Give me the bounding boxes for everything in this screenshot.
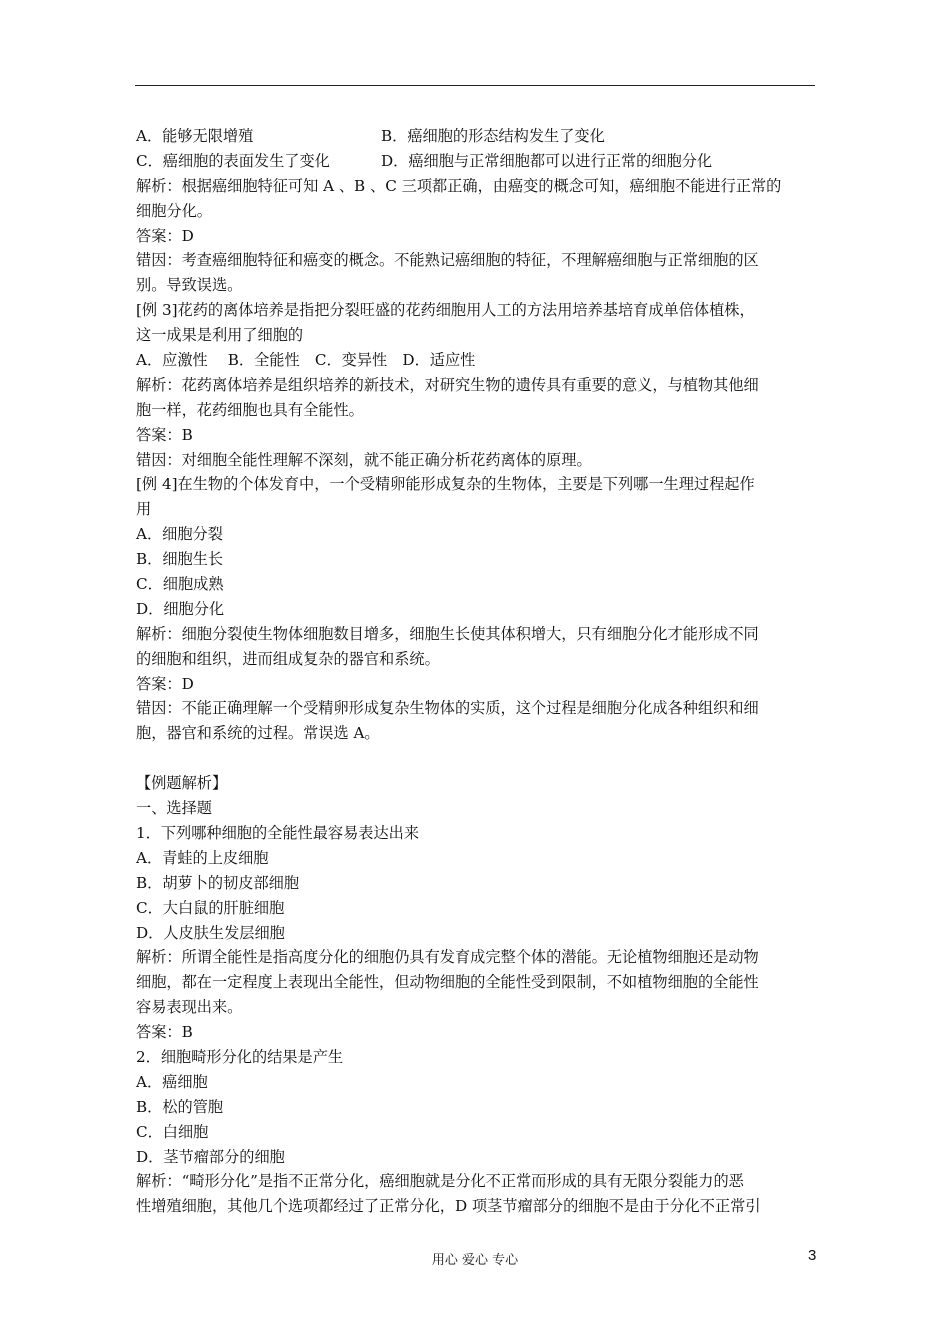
- text-line: A．细胞分裂: [136, 525, 223, 544]
- option-c: C．癌细胞的表面发生了变化: [136, 151, 330, 170]
- text-lines: [136, 174, 816, 1219]
- text-line: 答案：D: [136, 674, 194, 693]
- text-line: 错因：对细胞全能性理解不深刻，就不能正确分析花药离体的原理。: [136, 450, 592, 469]
- text-line: 解析：花药离体培养是组织培养的新技术，对研究生物的遗传具有重要的意义，与植物其他细: [136, 375, 759, 394]
- footer-slogan: 用心 爱心 专心: [431, 1253, 519, 1268]
- text-line: C．白细胞: [136, 1122, 209, 1141]
- text-line: 一、选择题: [136, 799, 212, 818]
- text-line: 容易表现出来。: [136, 998, 243, 1017]
- text-line: 这一成果是利用了细胞的: [136, 326, 304, 345]
- text-line: 解析：“畸形分化”是指不正常分化，癌细胞就是分化不正常而形成的具有无限分裂能力的恶: [136, 1172, 744, 1191]
- text-line: B．松的管胞: [136, 1097, 224, 1116]
- header-rule: [135, 85, 815, 86]
- text-line: A．癌细胞: [136, 1072, 208, 1091]
- text-line: A．青蛙的上皮细胞: [136, 848, 269, 867]
- text-line: D．茎节瘤部分的细胞: [136, 1147, 285, 1166]
- text-line: 的细胞和组织，进而组成复杂的器官和系统。: [136, 649, 440, 668]
- text-line: 答案：B: [136, 1023, 193, 1042]
- text-line: 答案：B: [136, 425, 193, 444]
- text-line: 2．细胞畸形分化的结果是产生: [136, 1047, 344, 1066]
- options-row-cd: [136, 149, 816, 174]
- text-line: 解析：所谓全能性是指高度分化的细胞仍具有发育成完整个体的潜能。无论植物细胞还是动物: [136, 948, 759, 967]
- text-line: 解析：根据癌细胞特征可知 A 、B 、C 三项都正确，由癌变的概念可知，癌细胞不能进行正常的: [136, 176, 782, 195]
- text-line: 用: [136, 500, 152, 519]
- blank-line: [136, 746, 816, 771]
- text-line: 错因：不能正确理解一个受精卵形成复杂生物体的实质，这个过程是细胞分化成各种组织和细: [136, 699, 759, 718]
- text-line: B．细胞生长: [136, 550, 224, 569]
- text-line: 细胞，都在一定程度上表现出全能性，但动物细胞的全能性受到限制，不如植物细胞的全能性: [136, 973, 759, 992]
- text-line: D．人皮肤生发层细胞: [136, 923, 285, 942]
- text-line: 1．下列哪种细胞的全能性最容易表达出来: [136, 823, 420, 842]
- options-row-ab: [136, 124, 816, 149]
- page-body: [136, 124, 816, 1219]
- option-a: A．能够无限增殖: [136, 127, 254, 145]
- text-line: 别。导致误选。: [136, 276, 243, 295]
- text-line: 性增殖细胞，其他几个选项都经过了正常分化，D 项茎节瘤部分的细胞不是由于分化不正常引: [136, 1197, 761, 1216]
- text-line: [例 4]在生物的个体发育中，一个受精卵能形成复杂的生物体，主要是下列哪一生理过程起作: [136, 475, 755, 494]
- text-line: 解析：细胞分裂使生物体细胞数目增多，细胞生长使其体积增大，只有细胞分化才能形成不同: [136, 624, 759, 643]
- text-line: B．胡萝卜的韧皮部细胞: [136, 873, 300, 892]
- text-line: 答案：D: [136, 226, 194, 245]
- text-line: 错因：考查癌细胞特征和癌变的概念。不能熟记癌细胞的特征，不理解癌细胞与正常细胞的区: [136, 251, 759, 270]
- text-line: A．应激性 B．全能性 C．变异性 D．适应性: [136, 351, 476, 370]
- text-line: 【例题解析】: [136, 774, 228, 793]
- text-line: 细胞分化。: [136, 201, 212, 220]
- text-line: [例 3]花药的离体培养是指把分裂旺盛的花药细胞用人工的方法用培养基培育成单倍体植株，: [136, 301, 755, 320]
- text-line: D．细胞分化: [136, 599, 225, 618]
- text-line: 胞，器官和系统的过程。常误选 A。: [136, 724, 380, 743]
- option-b: B．癌细胞的形态结构发生了变化: [381, 127, 605, 145]
- option-d: D．癌细胞与正常细胞都可以进行正常的细胞分化: [381, 151, 713, 170]
- text-line: C．细胞成熟: [136, 575, 224, 594]
- page-number: 3: [808, 1247, 817, 1264]
- text-line: 胞一样，花药细胞也具有全能性。: [136, 400, 364, 419]
- text-line: C．大白鼠的肝脏细胞: [136, 898, 285, 917]
